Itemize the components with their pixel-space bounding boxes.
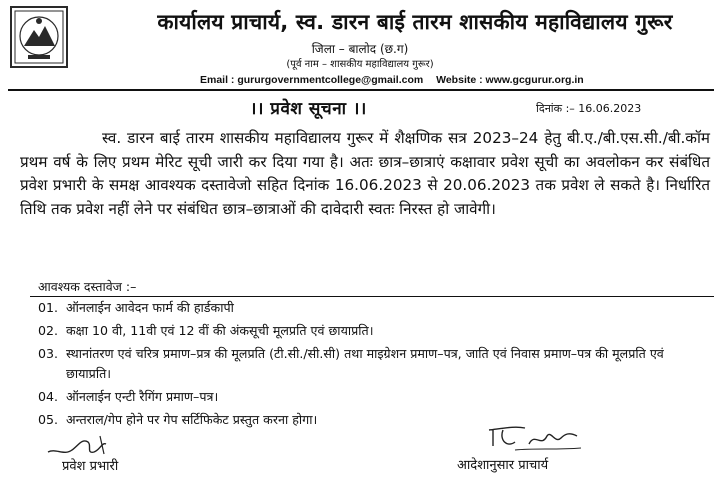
list-item [38, 298, 710, 318]
list-item-number: 03. [38, 346, 59, 361]
documents-heading: आवश्यक दस्तावेज :– [38, 279, 137, 294]
list-item-text: अन्तराल/गेप होने पर गेप सर्टिफिकेट प्रस्तुत करना होगा। [66, 412, 318, 427]
list-item [38, 321, 710, 341]
list-item-text: कक्षा 10 वी, 11वी एवं 12 वीं की अंकसूची मूलप्रति एवं छायाप्रति। [66, 323, 374, 338]
list-item-number: 05. [38, 412, 59, 427]
documents-divider [30, 296, 714, 297]
list-item-text: स्थानांतरण एवं चरित्र प्रमाण–प्रत्र की मूलप्रति (टी.सी./सी.सी) तथा माइग्रेशन प्रमाण–पत्र, जाति एवं निवास प्रमाण–पत्र की मूलप्रति एवं छायाप्रति। [66, 346, 664, 381]
list-item [38, 387, 710, 407]
list-item-number: 02. [38, 323, 59, 338]
documents-list [38, 298, 710, 433]
contact-line [200, 74, 584, 86]
list-item-text: ऑनलाईन एन्टी रैगिंग प्रमाण–पत्र। [66, 389, 219, 404]
district-line: जिला – बालोद (छ.ग) [311, 42, 409, 56]
list-item [38, 344, 710, 384]
list-item-text: ऑनलाईन आवेदन फार्म की हार्डकापी [66, 300, 234, 315]
header-divider [8, 89, 714, 91]
notice-body: स्व. डारन बाई तारम शासकीय महाविद्यालय गुरूर में शैक्षणिक सत्र 2023–24 हेतु बी.ए./बी.एस.सी./बी.कॉम प्रथम वर्ष के लिए प्रथम मेरिट सूची जारी कर दिया गया है। अतः छात्र–छात्राएं कक्षावार प्रवेश सूची का अवलोकन कर संबंधित प्रवेश प्रभारी के समक्ष आवश्यक दस्तावेजो सहित दिनांक 16.06.2023 से 20.06.2023 तक प्रवेश ले सकते है। निर्धारित तिथि तक प्रवेश नहीं लेने पर संबंधित छात्र–छात्राओं की दावेदारी स्वतः निरस्त हो जावेगी। [20, 129, 710, 218]
notice-date: दिनांक :– 16.06.2023 [536, 102, 642, 115]
former-name-line: (पूर्व नाम – शासकीय महाविद्यालय गुरूर) [286, 59, 434, 70]
signature-icon [485, 418, 585, 454]
website-text: Website : www.gcgurur.org.in [436, 74, 584, 86]
email-text: Email : gururgovernmentcollege@gmail.com [200, 74, 424, 86]
college-emblem-icon [10, 6, 68, 68]
list-item [38, 410, 710, 430]
office-title: कार्यालय प्राचार्य, स्व. डारन बाई तारम शासकीय महाविद्यालय गुरूर [157, 10, 673, 34]
principal-label: आदेशानुसार प्राचार्य [457, 458, 549, 473]
list-item-number: 04. [38, 389, 59, 404]
list-item-number: 01. [38, 300, 59, 315]
notice-title: ।। प्रवेश सूचना ।। [250, 99, 367, 119]
admission-incharge-label: प्रवेश प्रभारी [62, 459, 119, 474]
